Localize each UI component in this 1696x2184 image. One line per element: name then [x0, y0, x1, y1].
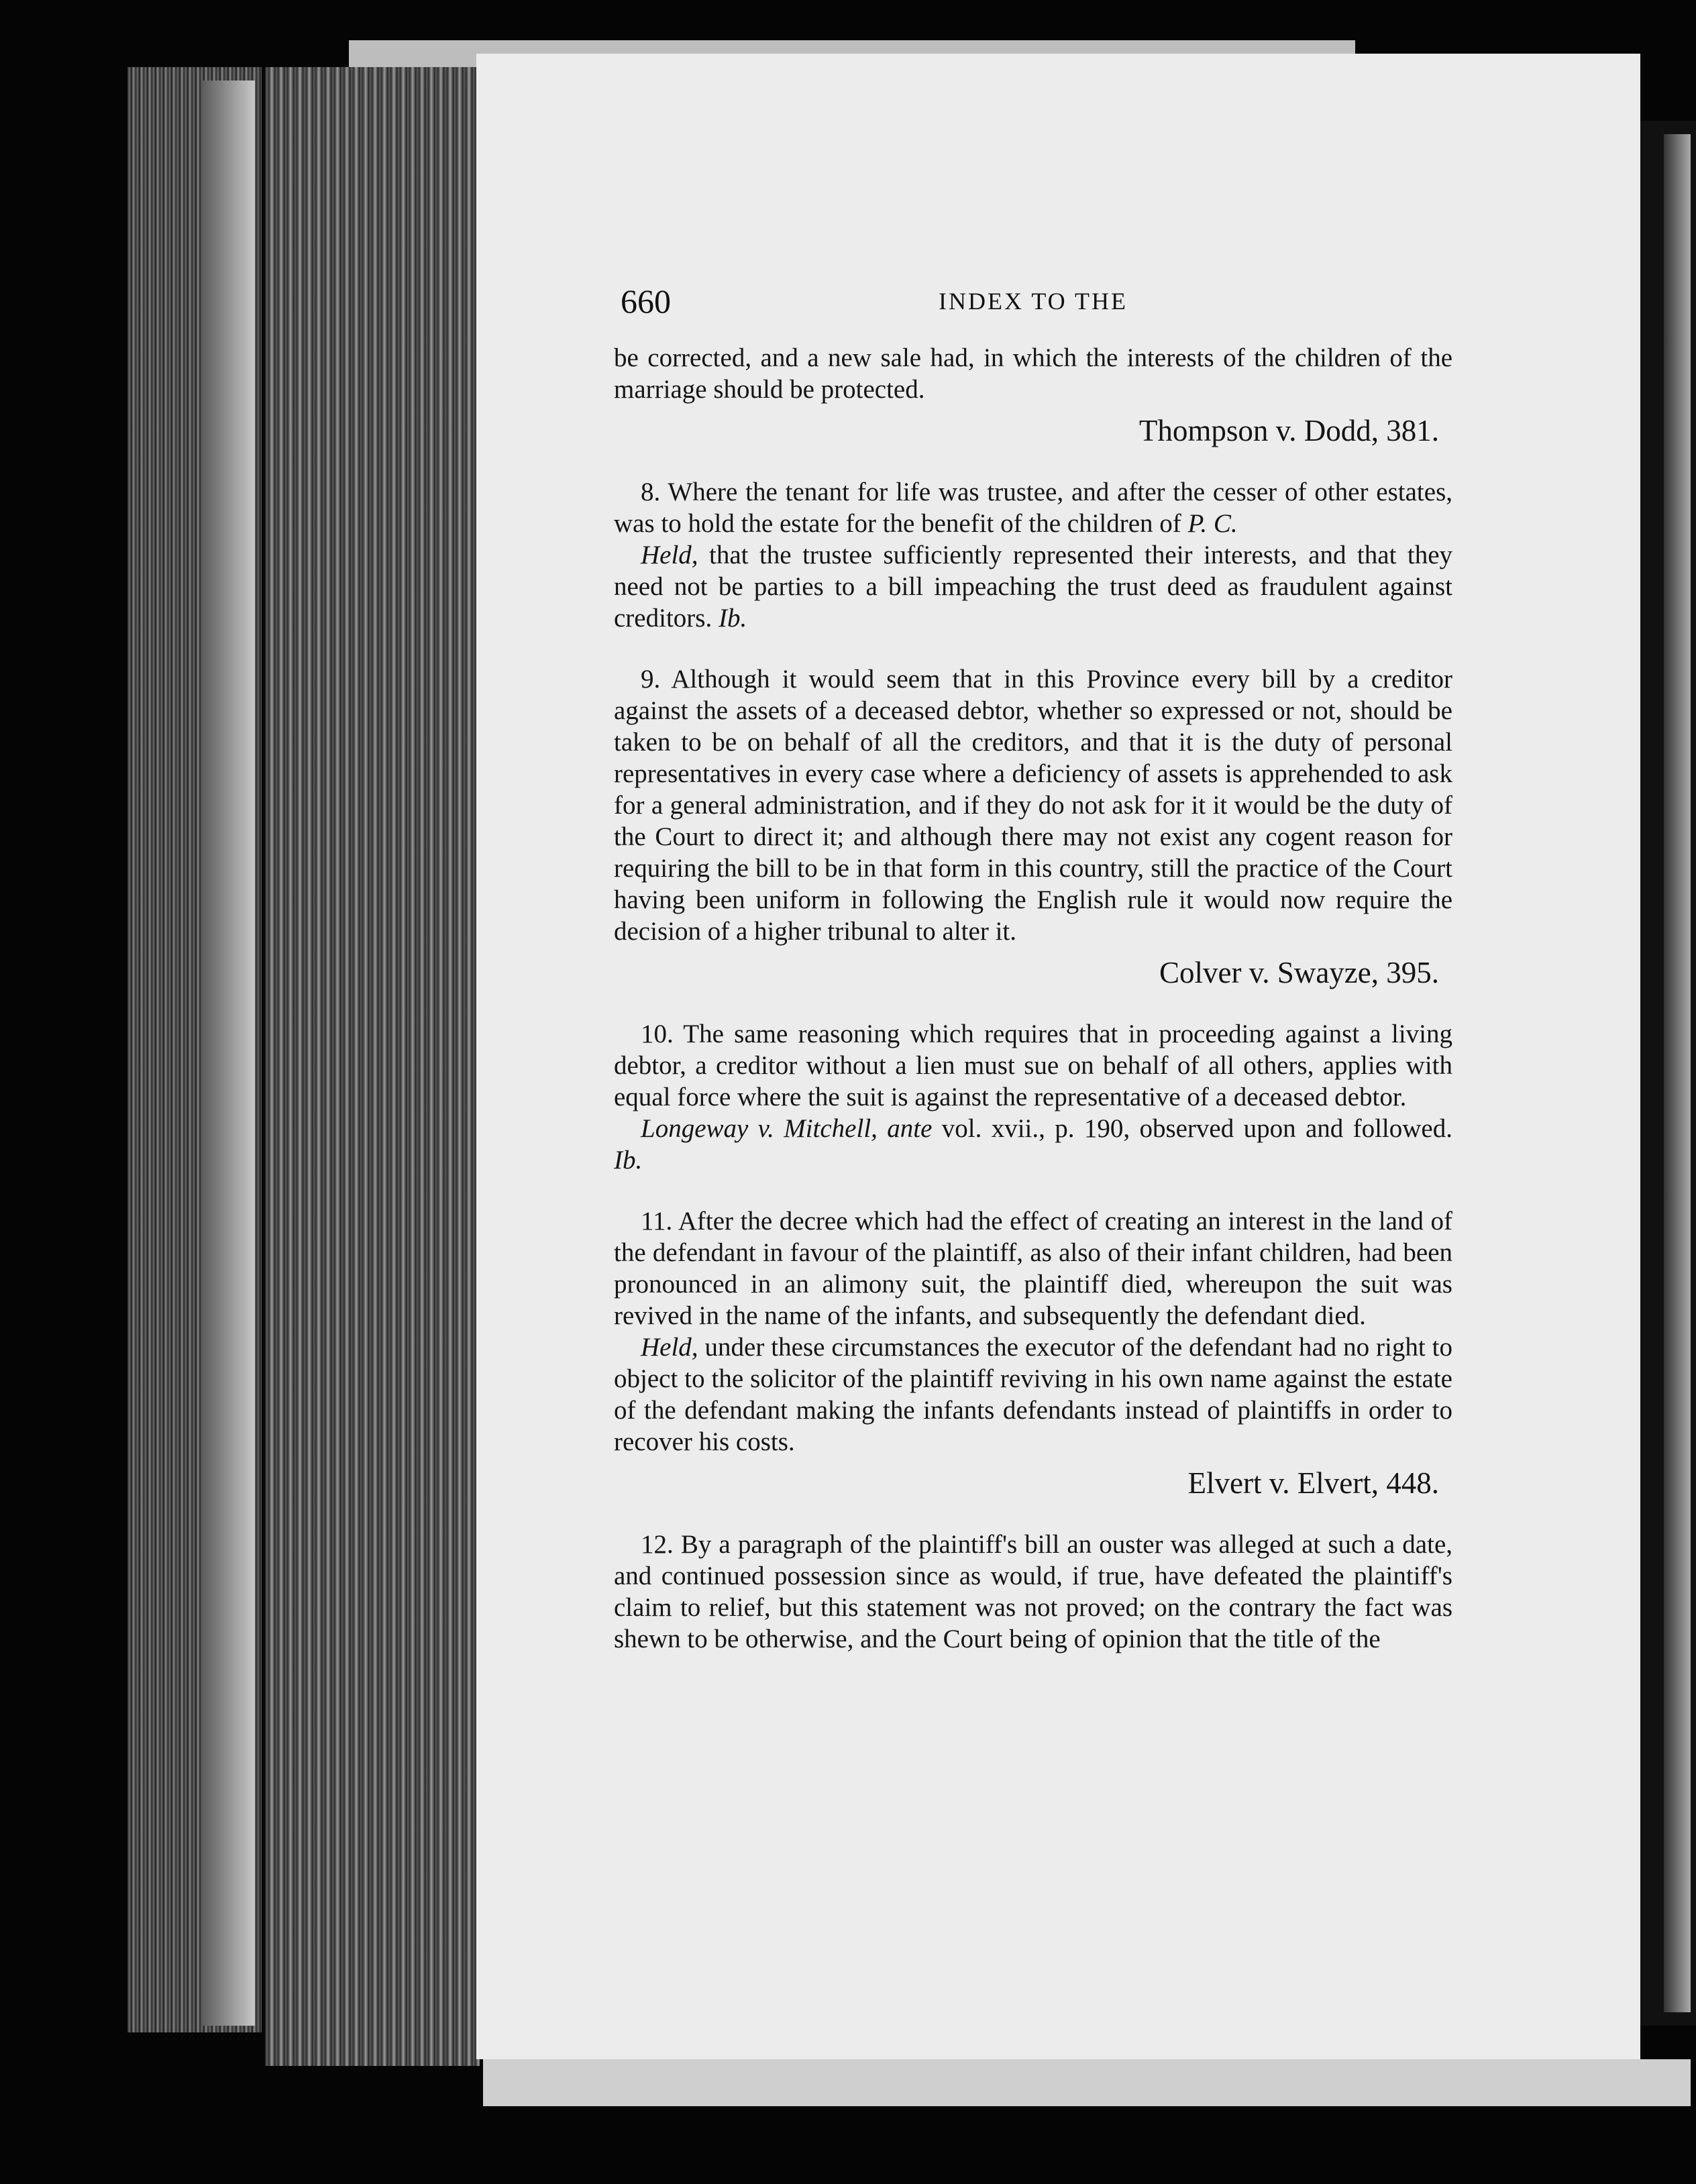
- entry-10: 10. The same reasoning which requires that in proceeding against a living debtor, a creditor without a lien must sue on behalf of all others, applies with equal force where the suit is against the representative of a deceased debtor.: [614, 1020, 1452, 1111]
- entry-8-held: [614, 539, 1452, 634]
- page-content: [614, 342, 1452, 1655]
- entry-8-text: 8. Where the tenant for life was trustee, and after the cesser of other estates, was to hold the estate for the benefit of the children of: [614, 478, 1452, 538]
- entry-citation: Elvert v. Elvert, 448.: [1187, 1466, 1439, 1500]
- entry-9: 9. Although it would seem that in this Province every bill by a creditor against the assets of a deceased debtor, whether so expressed or not, should be taken to be on behalf of all the creditors, and that it is the duty of personal representatives in every case where a deficiency of assets is apprehended to ask for a general administration, and if they do not ask for it it would be the duty of the Court to direct it; and although there may not exist any cogent reason for requiring the bill to be in that form in this country, still the practice of the Court having been uniform in following the English rule it would now require the decision of a higher tribunal to alter it.: [614, 665, 1452, 946]
- entry-11-held-text: under these circumstances the executor of the defendant had no right to object to the solicitor of the plaintiff reviving in his own name against the estate of the defendant making the infants defendants instead of plaintiffs in order to recover his costs.: [614, 1333, 1453, 1456]
- page-number: 660: [621, 282, 671, 320]
- entry-10-case: [614, 1113, 1452, 1176]
- entry-12: 12. By a paragraph of the plaintiff's bill an ouster was alleged at such a date, and continued possession since as would, if true, have defeated the plaintiff's claim to relief, but this statement was not proved; on the contrary the fact was shewn to be otherwise, and the Court being of opinion that the title of the: [614, 1530, 1452, 1653]
- right-page-edge: [1664, 134, 1691, 2012]
- running-head: INDEX TO THE: [939, 288, 1128, 315]
- bottom-page-strip: [483, 2059, 1691, 2106]
- held-label: Held,: [641, 541, 698, 569]
- case-name: Longeway v. Mitchell, ante: [641, 1114, 933, 1143]
- entry-11: 11. After the decree which had the effect of creating an interest in the land of the defendant in favour of the plaintiff, as also of their infant children, had been pronounced in an alimony suit, the plaintiff died, whereupon the suit was revived in the name of the infants, and subsequently the defendant died.: [614, 1207, 1452, 1330]
- entry-8-initials: P. C.: [1187, 509, 1238, 538]
- page-header: [621, 282, 1446, 329]
- ibid-reference: Ib.: [614, 1146, 643, 1175]
- entry-continuation-text: be corrected, and a new sale had, in which the interests of the children of the marriage should be protected.: [614, 343, 1452, 404]
- entry-11-held: [614, 1331, 1452, 1458]
- entry-8: [614, 476, 1452, 539]
- held-label: Held,: [641, 1333, 698, 1362]
- entry-10-case-text: vol. xvii., p. 190, observed upon and followed.: [941, 1114, 1452, 1143]
- book-page-edges: [265, 67, 480, 2066]
- entry-citation: Colver v. Swayze, 395.: [1159, 956, 1439, 989]
- book-page: [476, 54, 1640, 2059]
- entry-citation: Thompson v. Dodd, 381.: [1138, 414, 1439, 447]
- ibid-reference: Ib.: [718, 604, 747, 633]
- book-edge-left-light: [201, 80, 255, 2026]
- entry-8-held-text: that the trustee sufficiently represented their interests, and that they need not be parties to a bill impeaching the trust deed as fraudulent against creditors.: [614, 541, 1453, 633]
